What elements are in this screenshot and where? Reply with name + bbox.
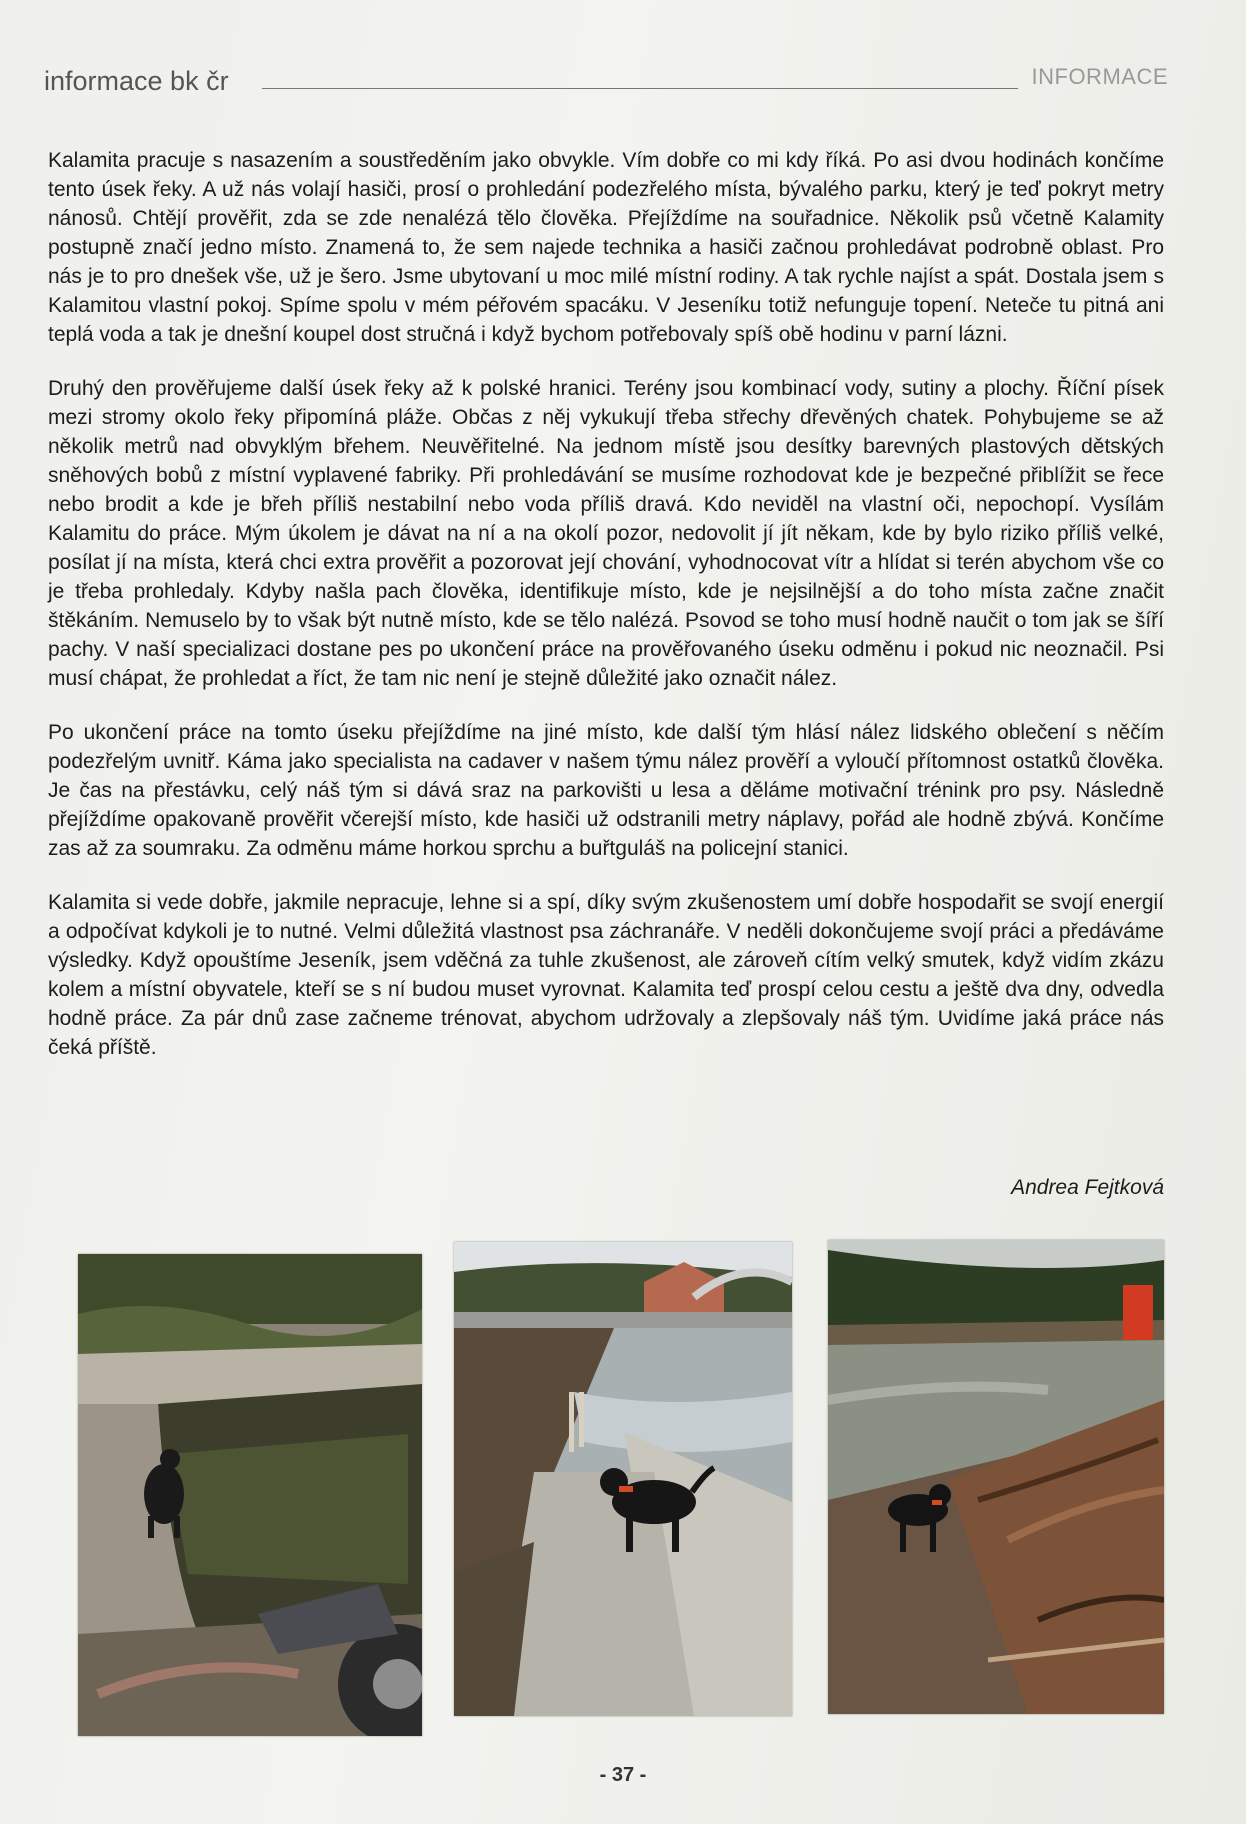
article-body [48,146,1164,1087]
article-paragraph-4: Kalamita si vede dobře, jakmile nepracuje, lehne si a spí, díky svým zkušenostem umí dobře hospodařit se svojí energií a odpočívat kdykoli je to nutné. Velmi důležitá vlastnost psa záchranáře. V neděli dokončujeme svojí práci a předáváme výsledky. Když opouštíme Jeseník, jsem vděčná za tuhle zkušenost, ale zároveň cítím velký smutek, když vidím zkázu kolem a místní obyvatele, kteří se s ní budou muset vyrovnat. Kalamita teď prospí celou cestu a ještě dva dny, odvedla hodně práce. Za pár dnů zase začneme trénovat, abychom udržovaly a zlepšovaly náš tým. Uvidíme jaká práce nás čeká příště. [48,891,1164,1059]
header-divider [262,88,1018,89]
section-title: informace bk čr [44,66,229,96]
dog-on-concrete-wall-photo [454,1242,792,1716]
section-label: INFORMACE [1031,64,1168,89]
dog-on-flood-debris-photo [828,1240,1164,1714]
dog-at-riverbank-photo [78,1254,422,1736]
article-paragraph-2: Druhý den prověřujeme další úsek řeky až k polské hranici. Terény jsou kombinací vody, sutiny a plochy. Říční písek mezi stromy okolo řeky připomíná pláže. Občas z něj vykukují třeba střechy dřevěných chatek. Pohybujeme se až několik metrů nad obvyklým břehem. Neuvěřitelné. Na jednom místě jsou desítky barevných plastových dětských sněhových bobů z místní vyplavené fabriky. Při prohledávání se musíme rozhodovat kde je bezpečné přiblížit se řece nebo brodit a kde je břeh příliš nestabilní nebo voda příliš dravá. Kdo neviděl na vlastní oči, nepochopí. Vysílám Kalamitu do práce. Mým úkolem je dávat na ní a na okolí pozor, nedovolit jí jít někam, kde by bylo riziko příliš velké, posílat jí na místa, která chci extra prověřit a pozorovat její chování, vyhodnocovat vítr a hlídat si terén abychom vše co je třeba prohledaly. Kdyby našla pach člověka, identifikuje místo, kde je nejsilnější a do toho místa začne značit štěkáním. Nemuselo by to však být nutně místo, kde se tělo nalézá. Psovod se toho musí hodně naučit o tom jak se šíří pachy. V naší specializaci dostane pes po ukončení práce na prověřovaného úseku odměnu i pokud nic neoznačil. Psi musí chápat, že prohledat a říct, že tam nic není je stejně důležité jako označit nález. [48,377,1164,690]
article-paragraph-1: Kalamita pracuje s nasazením a soustředěním jako obvykle. Vím dobře co mi kdy říká. Po asi dvou hodinách končíme tento úsek řeky. A už nás volají hasiči, prosí o prohledání podezřelého místa, bývalého parku, který je teď pokryt metry nánosů. Chtějí prověřit, zda se zde nenalézá tělo člověka. Přejíždíme na souřadnice. Několik psů včetně Kalamity postupně značí jedno místo. Znamená to, že sem najede technika a hasiči začnou prohledávat podrobně oblast. Pro nás je to pro dnešek vše, už je šero. Jsme ubytovaní u moc milé místní rodiny. A tak rychle najíst a spát. Dostala jsem s Kalamitou vlastní pokoj. Spíme spolu v mém péřovém spacáku. V Jeseníku totiž nefunguje topení. Neteče tu pitná ani teplá voda a tak je dnešní koupel dost stručná i když bychom potřebovaly spíš obě hodinu v parní lázni. [48,149,1164,346]
article-paragraph-3: Po ukončení práce na tomto úseku přejíždíme na jiné místo, kde další tým hlásí nález lidského oblečení s něčím podezřelým uvnitř. Káma jako specialista na cadaver v našem týmu nález prověří a vyloučí přítomnost ostatků člověka. Je čas na přestávku, celý náš tým si dává sraz na parkovišti u lesa a děláme motivační trénink pro psy. Následně přejíždíme opakovaně prověřit včerejší místo, kde hasiči už odstranili metry náplavy, pořád ale hodně zbývá. Končíme zas až za soumraku. Za odměnu máme horkou sprchu a buřtguláš na policejní stanici. [48,721,1164,860]
page-header [44,62,1168,102]
article-author: Andrea Fejtková [1011,1176,1164,1199]
page-number: - 37 - [599,1764,647,1786]
